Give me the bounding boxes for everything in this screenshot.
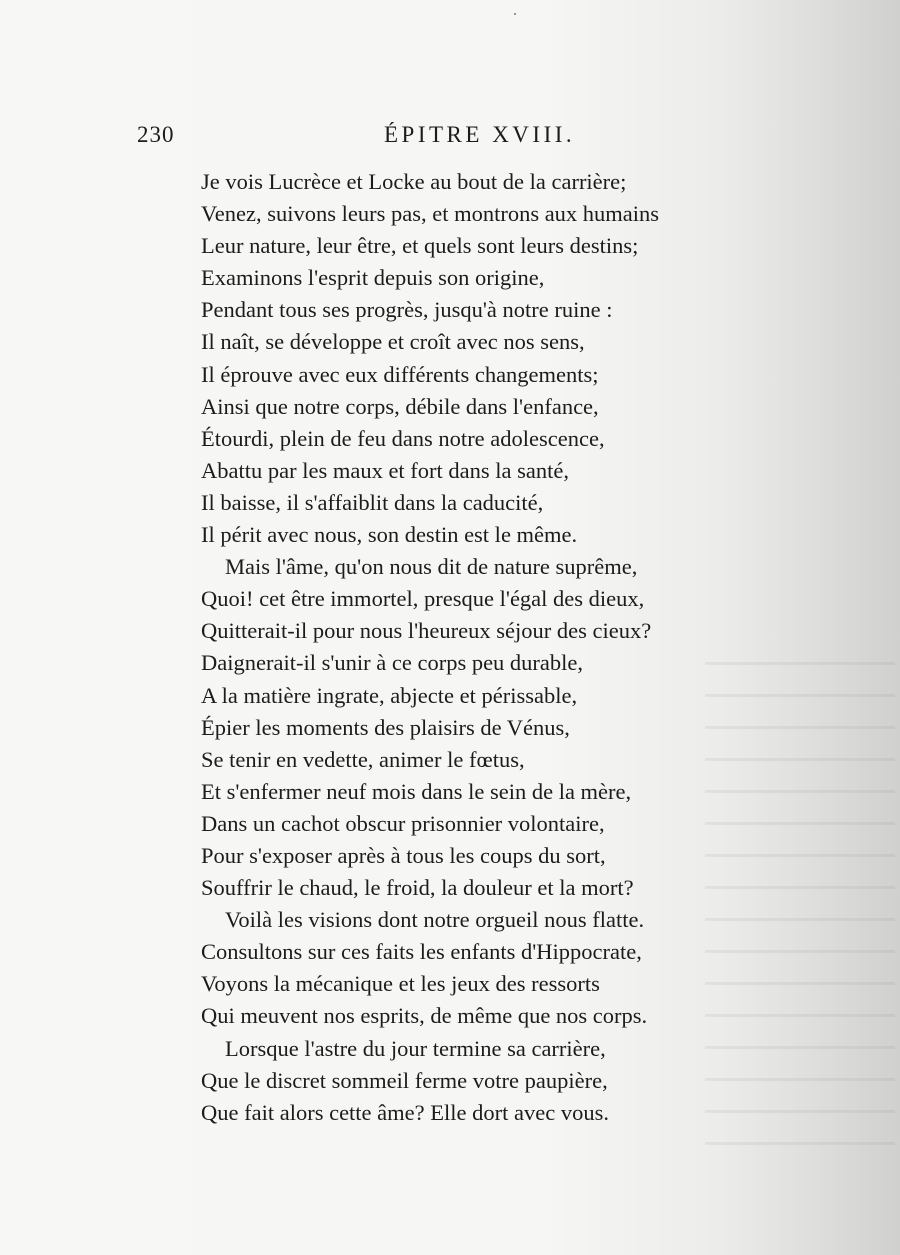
verse-line: Leur nature, leur être, et quels sont leurs destins;	[201, 233, 639, 259]
verse-line: Il baisse, il s'affaiblit dans la caducité,	[201, 489, 544, 515]
verse-line: Examinons l'esprit depuis son origine,	[201, 265, 545, 291]
verse-line: Venez, suivons leurs pas, et montrons aux humains	[201, 201, 660, 227]
verse-line: Pour s'exposer après à tous les coups du sort,	[201, 842, 606, 868]
verse-line: Que le discret sommeil ferme votre paupière,	[201, 1067, 608, 1093]
verse-line: Voilà les visions dont notre orgueil nous flatte.	[225, 907, 645, 933]
verse-line: Consultons sur ces faits les enfants d'Hippocrate,	[201, 939, 642, 965]
verse-line: Il éprouve avec eux différents changements;	[201, 361, 599, 387]
verse-line: Voyons la mécanique et les jeux des ressorts	[201, 971, 600, 997]
running-title: ÉPITRE XVIII.	[384, 122, 576, 147]
verse-line: A la matière ingrate, abjecte et périssable,	[201, 682, 578, 708]
verse-line: Lorsque l'astre du jour termine sa carrière,	[225, 1035, 606, 1061]
verse-line: Il naît, se développe et croît avec nos sens,	[201, 329, 585, 355]
verse-body	[201, 166, 761, 1129]
verse-line: Mais l'âme, qu'on nous dit de nature suprême,	[225, 554, 638, 580]
verse-line: Ainsi que notre corps, débile dans l'enfance,	[201, 393, 599, 419]
verse-line: Pendant tous ses progrès, jusqu'à notre ruine :	[201, 297, 613, 323]
verse-line: Souffrir le chaud, le froid, la douleur et la mort?	[201, 875, 634, 901]
verse-line: Épier les moments des plaisirs de Vénus,	[201, 714, 570, 740]
running-header	[0, 122, 900, 162]
verse-line: Se tenir en vedette, animer le fœtus,	[201, 746, 525, 772]
verse-line: Quitterait-il pour nous l'heureux séjour des cieux?	[201, 618, 652, 644]
verse-line: Quoi! cet être immortel, presque l'égal des dieux,	[201, 586, 645, 612]
verse-line: Abattu par les maux et fort dans la santé,	[201, 457, 570, 483]
verse-line: Daignerait-il s'unir à ce corps peu durable,	[201, 650, 584, 676]
verse-line: Qui meuvent nos esprits, de même que nos corps.	[201, 1003, 648, 1029]
verse-line: Il périt avec nous, son destin est le même.	[201, 522, 578, 548]
verse-line: Je vois Lucrèce et Locke au bout de la carrière;	[201, 169, 627, 194]
page-number: 230	[137, 122, 175, 147]
verse-line: Que fait alors cette âme? Elle dort avec vous.	[201, 1099, 609, 1125]
paper-speck	[514, 13, 516, 15]
verse-line: Dans un cachot obscur prisonnier volontaire,	[201, 810, 605, 836]
verse-line: Et s'enfermer neuf mois dans le sein de la mère,	[201, 778, 632, 804]
verse-line: Étourdi, plein de feu dans notre adolescence,	[201, 425, 605, 451]
